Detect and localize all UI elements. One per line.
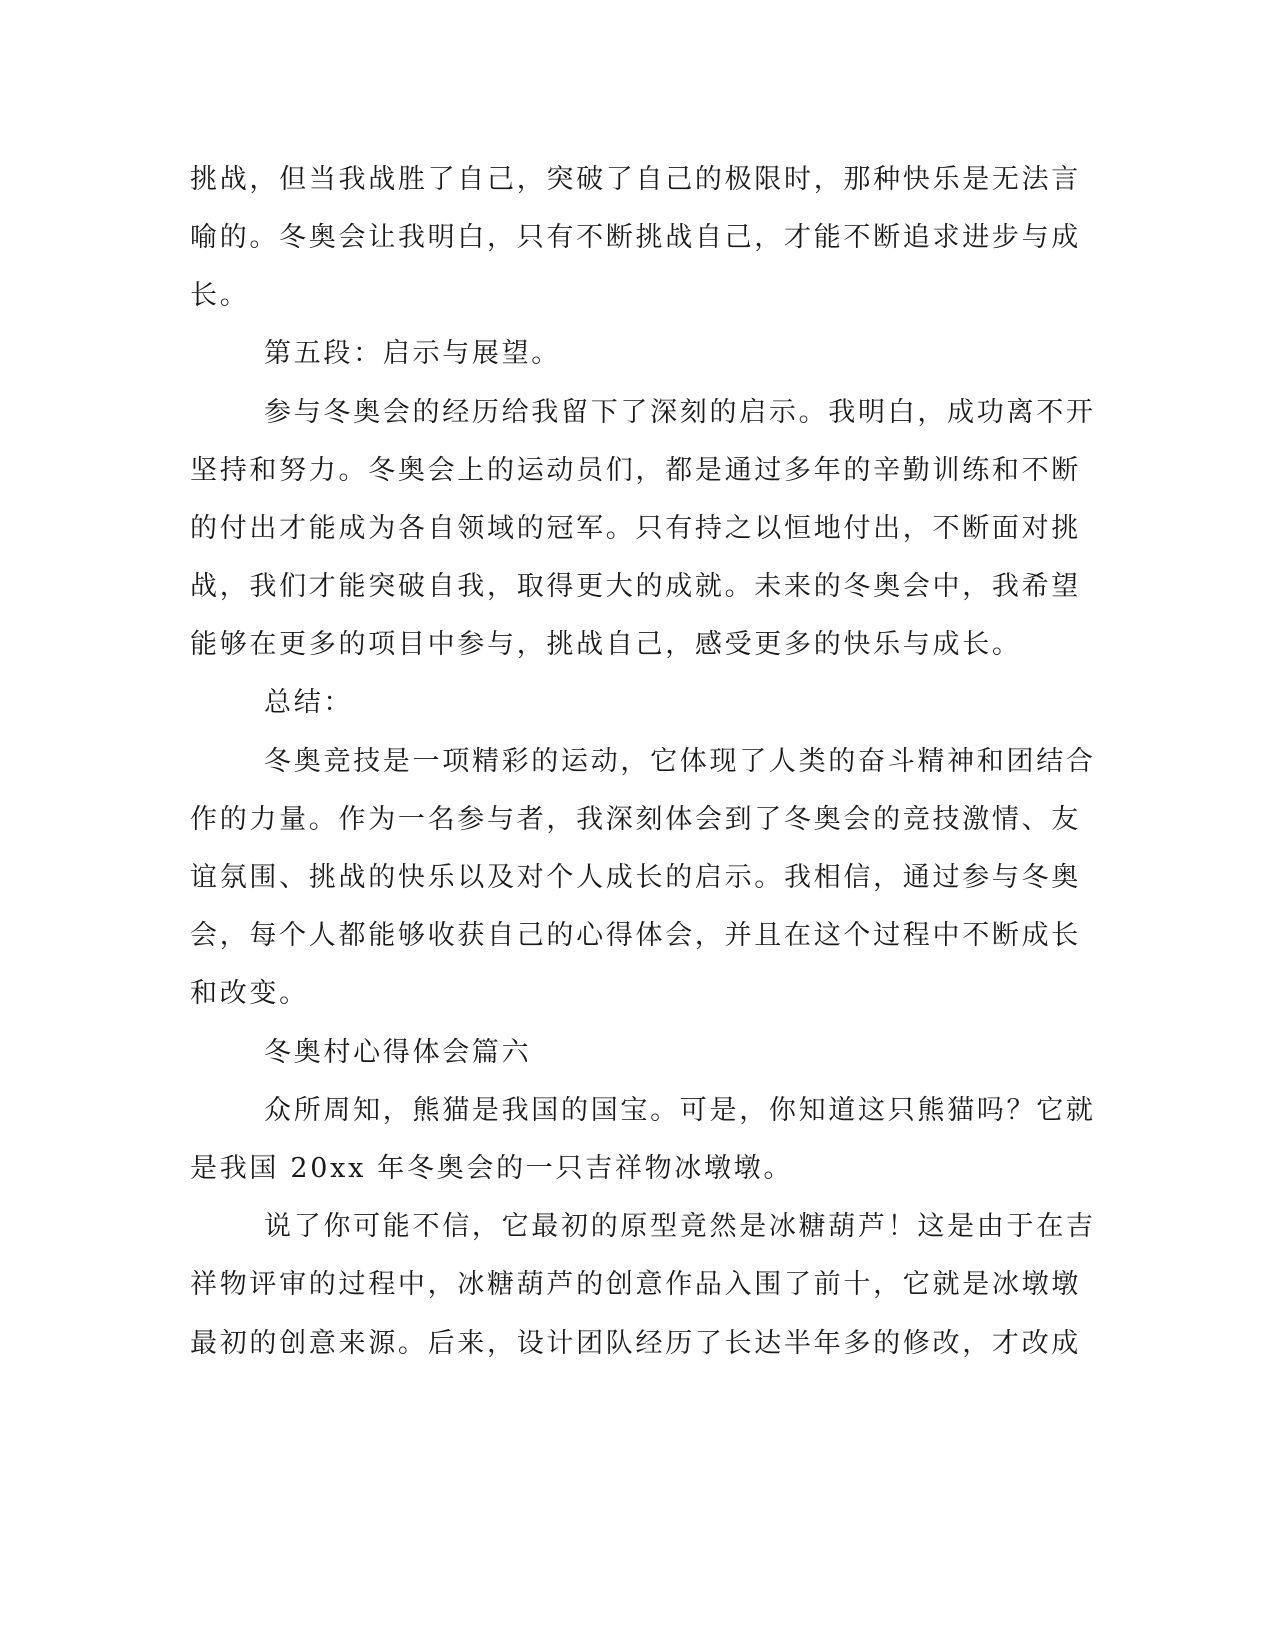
text-line: 参与冬奥会的经历给我留下了深刻的启示。我明白，成功离不开	[264, 397, 1096, 428]
section-heading: 冬奥村心得体会篇六	[264, 1037, 532, 1068]
text-line: 能够在更多的项目中参与，挑战自己，感受更多的快乐与成长。	[190, 629, 1022, 660]
text-line: 和改变。	[190, 978, 309, 1009]
text-line: 祥物评审的过程中，冰糖葫芦的创意作品入围了前十，它就是冰墩墩	[190, 1269, 1081, 1300]
section-heading: 第五段：启示与展望。	[264, 338, 561, 369]
text-line: 是我国 20xx 年冬奥会的一只吉祥物冰墩墩。	[190, 1153, 794, 1184]
text-line: 的付出才能成为各自领域的冠军。只有持之以恒地付出，不断面对挑	[190, 513, 1081, 544]
text-line: 战，我们才能突破自我，取得更大的成就。未来的冬奥会中，我希望	[190, 571, 1081, 602]
text-line: 会，每个人都能够收获自己的心得体会，并且在这个过程中不断成长	[190, 920, 1081, 951]
text-line: 说了你可能不信，它最初的原型竟然是冰糖葫芦！这是由于在吉	[264, 1211, 1096, 1242]
text-line: 冬奥竞技是一项精彩的运动，它体现了人类的奋斗精神和团结合	[264, 746, 1096, 777]
text-line: 谊氛围、挑战的快乐以及对个人成长的启示。我相信，通过参与冬奥	[190, 862, 1081, 893]
text-line: 最初的创意来源。后来，设计团队经历了长达半年多的修改，才改成	[190, 1328, 1081, 1359]
text-line: 坚持和努力。冬奥会上的运动员们，都是通过多年的辛勤训练和不断	[190, 455, 1081, 486]
text-line: 挑战，但当我战胜了自己，突破了自己的极限时，那种快乐是无法言	[190, 164, 1081, 195]
text-line: 喻的。冬奥会让我明白，只有不断挑战自己，才能不断追求进步与成	[190, 222, 1081, 253]
text-line: 众所周知，熊猫是我国的国宝。可是，你知道这只熊猫吗？它就	[264, 1095, 1096, 1126]
text-line: 作的力量。作为一名参与者，我深刻体会到了冬奥会的竞技激情、友	[190, 804, 1081, 835]
section-heading: 总结：	[264, 687, 354, 718]
text-line: 长。	[190, 280, 250, 311]
